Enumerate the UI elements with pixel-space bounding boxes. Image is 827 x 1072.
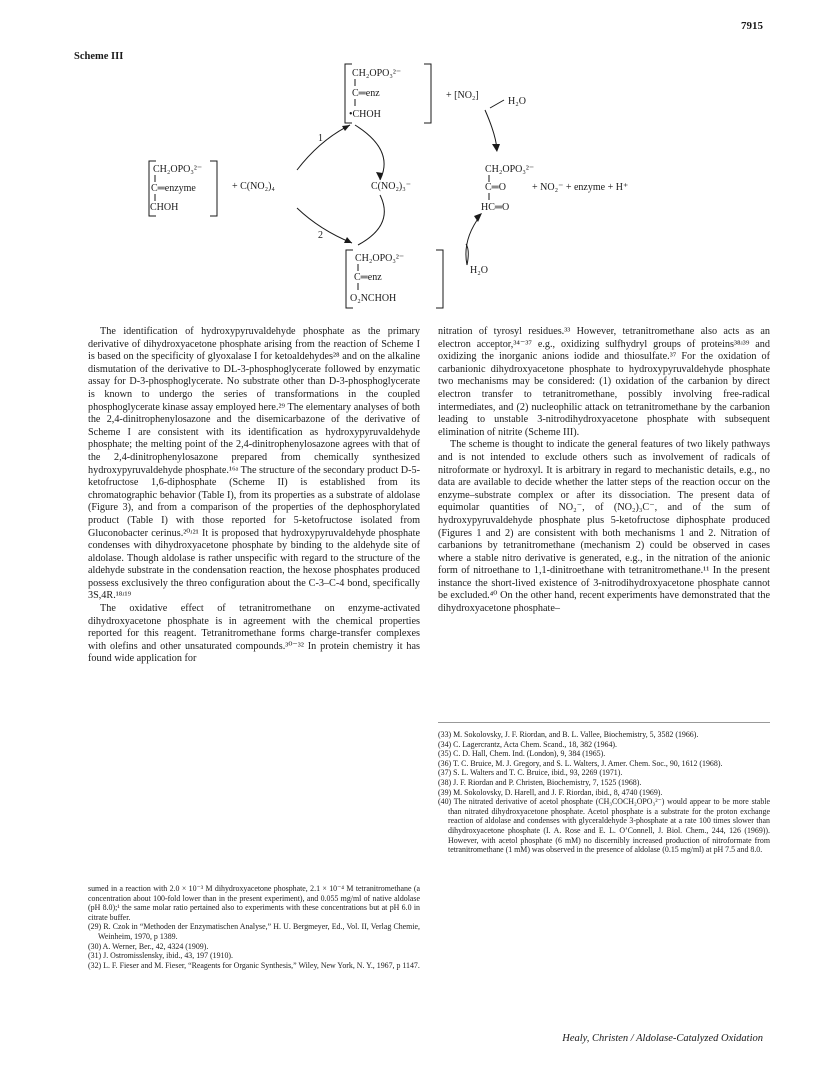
bottom-complex-line-1: CH₂OPO₃²⁻ — [355, 253, 405, 264]
product-tail: + NO₂⁻ + enzyme + H⁺ — [532, 182, 629, 193]
bottom-complex — [346, 250, 443, 308]
page-number: 7915 — [741, 20, 763, 32]
water-top: H₂O — [508, 96, 526, 107]
body-column-left — [88, 326, 420, 666]
curve-from-anion — [358, 195, 384, 245]
left-complex — [149, 161, 217, 216]
body-left-paragraph-2: The oxidative effect of tetranitromethane on enzyme-activated dihydroxyacetone phosphate is in agreement with the chemical properties reported for this reagent. Tetranitromethane forms charge-transfer complexes with olefins and other unsaturated compounds.³⁰⁻³² In protein chemistry it has found wide application for — [88, 603, 420, 665]
path-1-label: 1 — [318, 133, 323, 144]
footnotes-right — [438, 730, 770, 855]
left-complex-line-3: CHOH — [150, 202, 179, 213]
product-line-1: CH₂OPO₃²⁻ — [485, 164, 535, 175]
bottom-complex-line-3: O₂NCHOH — [350, 293, 397, 304]
product-line-2: C═O — [485, 182, 506, 193]
footnote-40: (40) The nitrated derivative of acetol phosphate (CH₃COCH₂OPO₃²⁻) would appear to be more stable than nitrated dihydroxyacetone phosphate. Acetol phosphate is a substrate for the proton exchange reaction of aldolase and condenses with glyceraldehyde 3-phosphate at a rate 100 times slower than dihydroxyacetone phosphate (I. A. Rose and E. L. O’Connell, J. Biol. Chem., 244, 126 (1969)). However, with acetol phosphate (6 mM) no discernibly increased production of nitroformate from tetranitromethane (1 mM) was observed in the presence of aldolase (0.15 mg/ml) at pH 7.5 and 8.0. — [438, 797, 770, 855]
top-complex-line-2: C═enz — [352, 88, 380, 99]
footnote-30: (30) A. Werner, Ber., 42, 4324 (1909). — [88, 941, 209, 951]
scheme-label: Scheme III — [74, 51, 124, 62]
footnote-29: (29) R. Czok in “Methoden der Enzymatischen Analyse,” H. U. Bergmeyer, Ed., Vol. II, Verlag Chemie, Weinheim, 1970, p 1389. — [88, 922, 420, 941]
footnote-34: (34) C. Lagercrantz, Acta Chem. Scand., 18, 382 (1964). — [438, 739, 618, 749]
footnote-continued: sumed in a reaction with 2.0 × 10⁻³ M dihydroxyacetone phosphate, 2.1 × 10⁻⁴ M tetranitromethane (a concentration about 100-fold lower than in the present experiment), and 0.055 mg/ml of native aldolase (pH 8.0);¹ the same molar ratio pertained also to experiments with these concentrations but at pH 6.0 in citrate buffer. — [88, 884, 420, 922]
footnote-36: (36) T. C. Bruice, M. J. Gregory, and S. L. Walters, J. Amer. Chem. Soc., 90, 1612 (1968). — [438, 758, 723, 768]
footnote-38: (38) J. F. Riordan and P. Christen, Biochemistry, 7, 1525 (1968). — [438, 777, 642, 787]
footnote-rule — [438, 722, 770, 723]
path-2-label: 2 — [318, 230, 323, 241]
running-footer: Healy, Christen / Aldolase-Catalyzed Oxidation — [562, 1033, 763, 1044]
arrow-path-2 — [297, 208, 352, 243]
bottom-complex-line-2: C═enz — [354, 272, 382, 283]
body-column-right — [438, 326, 770, 616]
footnote-37: (37) S. L. Walters and T. C. Bruice, ibid., 93, 2269 (1971). — [438, 768, 623, 778]
footnote-35: (35) C. D. Hall, Chem. Ind. (London), 9, 384 (1965). — [438, 749, 606, 759]
body-right-paragraph-2: The scheme is thought to indicate the general features of two likely pathways and is not intended to exclude others such as involvement of radicals of nitroformate or hydroxyl. It is arbitrary in regard to mechanistic details, e.g., no data are available to decide whether the latter steps of the reaction occur on the enzyme–substrate complex or after its dissociation. The present data of equimolar quantities of NO₂⁻, of (NO₂)₃C⁻, and of the sum of hydroxypyruvaldehyde phosphate plus 5-ketofructose diphosphate produced (Figures 1 and 2) are consistent with both mechanisms 1 and 2. Nitration of carbanions by tetranitromethane (mechanism 2) could be observed in cases where a stable nitro derivative is generated, e.g., in the nitration of the anionic form of nitroethane to 1,1-dinitroethane with tetranitromethane.¹¹ In the present instance the short-lived existence of 3-nitrodihydroxyacetone phosphate cannot be excluded.⁴⁰ On the other hand, recent experiments have demonstrated that the dihydroxyacetone phosphate– — [438, 439, 770, 615]
product-line-3: HC═O — [481, 202, 510, 213]
left-complex-line-1: CH₂OPO₃²⁻ — [153, 164, 203, 175]
left-complex-line-2: C═enzyme — [151, 183, 196, 194]
product — [481, 164, 534, 213]
curve-to-anion — [355, 125, 384, 180]
footnote-31: (31) J. Ostromisslensky, ibid., 43, 197 (1910). — [88, 951, 234, 961]
top-complex — [345, 64, 431, 123]
no2-radical: + [NO₂] — [446, 90, 479, 101]
footnote-33: (33) M. Sokolovsky, J. F. Riordan, and B. L. Vallee, Biochemistry, 5, 3582 (1966). — [438, 730, 699, 739]
water-bottom: H₂O — [470, 265, 488, 276]
scheme-iii-diagram — [0, 0, 827, 320]
footnotes-left — [88, 884, 420, 970]
arrow-path-1 — [297, 125, 350, 170]
center-anion: C(NO₂)₃⁻ — [371, 181, 412, 192]
footnote-32: (32) L. F. Fieser and M. Fieser, “Reagents for Organic Synthesis,” Wiley, New York, N. Y., 1967, p 1147. — [88, 960, 420, 970]
top-complex-line-1: CH₂OPO₃²⁻ — [352, 68, 402, 79]
body-left-paragraph-1: The identification of hydroxypyruvaldehyde phosphate as the primary derivative of dihydroxyacetone phosphate arising from the reaction of Scheme I is based on the specificity of glyoxalase I for ketoaldehydes²⁸ and on the alkaline dismutation of the derivative to DL-3-phosphoglycerate followed by enzymatic assay for D-3-phosphoglycerate. No substrate other than D-3-phosphoglycerate is known to undergo the series of transformations in the coupled phosphoglycerate kinase assay employed here.²⁹ The elementary analyses of both the 2,4-dinitrophenylosazone and the disemicarbazone of the derivative of Scheme I are consistent with its identification as hydroxypyruvaldehyde phosphate; the melting point of the 2,4-dinitrophenylosazone agrees with that of the 2,4-dinitrophenylosazone prepared from chemically synthesized hydroxypyruvaldehyde phosphate.¹⁶ᵃ The structure of the secondary product D-5-ketofructose 1,6-diphosphate (Scheme II) is established from its chromatographic behavior (Table I), from its properties as a substrate of aldolase (Figure 3), and from a comparison of the properties of the dephosphorylated product (Table I) with those reported for 5-ketofructose isolated from Gluconobacter cerinus.²⁰ʴ²¹ It is proposed that hydroxypyruvaldehyde phosphate condenses with dihydroxyacetone phosphate by binding to the aldehyde site of aldolase. Though aldolase is rather unspecific with regard to the structure of the aldehyde substrate in the condensation reaction, the hexose phosphates produced possess exclusively the threo configuration about the C-3–C-4 bond, specifically 3S,4R.¹⁸ʴ¹⁹ — [88, 326, 420, 602]
tnm-reagent: + C(NO₂)₄ — [232, 181, 275, 192]
top-complex-line-3: •CHOH — [349, 109, 381, 120]
body-right-paragraph-1: nitration of tyrosyl residues.³³ However, tetranitromethane also acts as an electron acceptor,³⁴⁻³⁷ e.g., oxidizing sulfhydryl groups of proteins³⁸ʴ³⁹ and oxidizing the inorganic anions iodide and thiosulfate.³⁷ For the oxidation of carbanionic dihydroxyacetone phosphate to hydroxypyruvaldehyde phosphate two mechanisms may be considered: (1) oxidation of the carbanion by direct electron transfer to tetranitromethane, possibly involving free-radical intermediates, and (2) nucleophilic attack on tetranitromethane by the carbanion leading to unstable 3-nitrodihydroxyacetone phosphate with subsequent elimination of nitrite (Scheme III). — [438, 326, 770, 438]
footnote-39: (39) M. Sokolovsky, D. Harell, and J. F. Riordan, ibid., 8, 4740 (1969). — [438, 787, 663, 797]
